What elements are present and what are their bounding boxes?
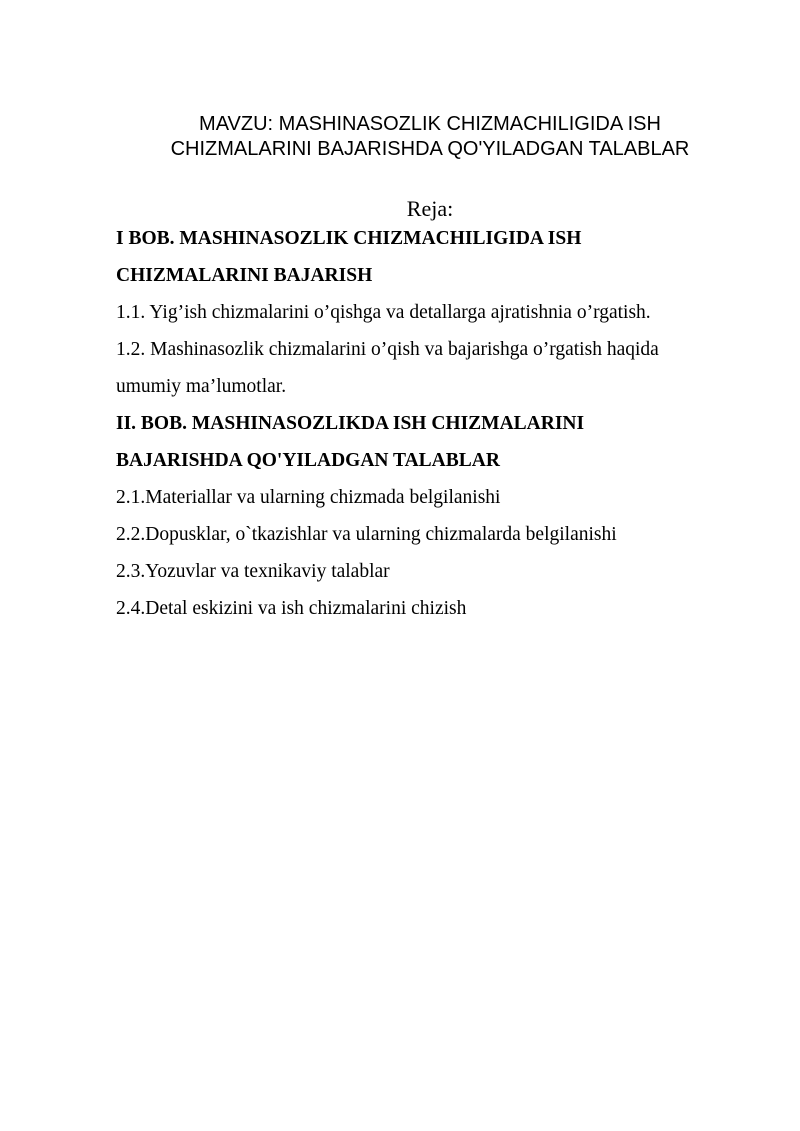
plan-outline xyxy=(116,220,736,627)
section-1-2-line-1: 1.2. Mashinasozlik chizmalarini o’qish va bajarishga o’rgatish haqida xyxy=(116,339,659,360)
document-title xyxy=(100,112,760,162)
section-2-2: 2.2.Dopusklar, o`tkazishlar va ularning chizmalarda belgilanishi xyxy=(116,524,617,545)
chapter-1-title-line-1: I BOB. MASHINASOZLIK CHIZMACHILIGIDA ISH xyxy=(116,228,582,249)
title-line-1: MAVZU: MASHINASOZLIK CHIZMACHILIGIDA ISH xyxy=(199,113,661,135)
title-line-2: CHIZMALARINI BAJARISHDA QO'YILADGAN TALABLAR xyxy=(170,138,690,160)
chapter-2-title-line-1: II. BOB. MASHINASOZLIKDA ISH CHIZMALARINI xyxy=(116,413,585,434)
chapter-1-title-line-2: CHIZMALARINI BAJARISH xyxy=(116,265,373,286)
section-2-4: 2.4.Detal eskizini va ish chizmalarini chizish xyxy=(116,598,467,619)
plan-heading: Reja: xyxy=(406,196,454,221)
section-1-1: 1.1. Yig’ish chizmalarini o’qishga va detallarga ajratishnia o’rgatish. xyxy=(116,302,651,323)
section-2-3: 2.3.Yozuvlar va texnikaviy talablar xyxy=(116,561,390,582)
chapter-2-title-line-2: BAJARISHDA QO'YILADGAN TALABLAR xyxy=(116,450,500,471)
section-2-1: 2.1.Materiallar va ularning chizmada belgilanishi xyxy=(116,487,501,508)
section-1-2-line-2: umumiy ma’lumotlar. xyxy=(116,376,287,397)
